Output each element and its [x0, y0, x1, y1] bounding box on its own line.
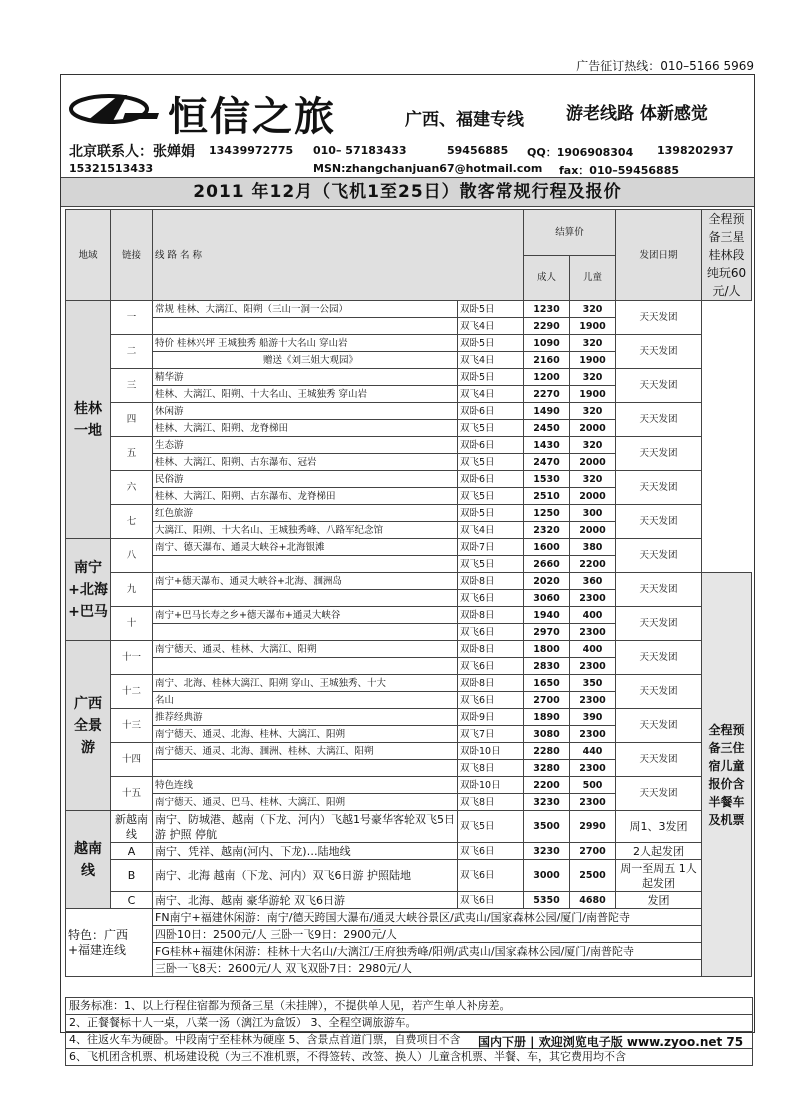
child-price: 400 — [570, 607, 616, 624]
child-price: 320 — [570, 403, 616, 420]
trip-option: 双卧9日 — [458, 709, 524, 726]
contact-tel2: 59456885 — [447, 144, 509, 157]
adult-price: 2280 — [524, 743, 570, 760]
trip-option: 双飞6日 — [458, 843, 524, 860]
service-line: 6、飞机团含机票、机场建设税（为三不准机票，不得签转、改签、换人）儿童含机票、半餐、车，其它费用均不含 — [66, 1048, 752, 1065]
contact-qq: QQ：1906908304 — [527, 146, 634, 159]
route-name: 特价 桂林兴坪 王城独秀 船游十大名山 穿山岩 — [153, 335, 458, 352]
route-name: 生态游 — [153, 437, 458, 454]
depart-date: 天天发团 — [616, 607, 702, 641]
adult-price: 2270 — [524, 386, 570, 403]
route-name: 南宁、北海 越南（下龙、河内）双飞6日游 护照陆地 — [153, 860, 458, 892]
table-row — [66, 301, 752, 318]
route-name: 南宁、北海、桂林大漓江、阳朔 穿山、王城独秀、十大 — [153, 675, 458, 692]
route-number: 五 — [111, 437, 153, 471]
route-number: 七 — [111, 505, 153, 539]
route-name: 大漓江、阳朔、十大名山、王城独秀峰、八路军纪念馆 — [153, 522, 458, 539]
trip-option: 双卧10日 — [458, 743, 524, 760]
table-row — [66, 369, 752, 386]
route-name: 南宁德天、通灵、巴马、桂林、大漓江、阳朔 — [153, 794, 458, 811]
route-number: 十三 — [111, 709, 153, 743]
table-row — [66, 641, 752, 658]
adult-price: 1490 — [524, 403, 570, 420]
route-name — [153, 556, 458, 573]
depart-date: 周一至周五 1人起发团 — [616, 860, 702, 892]
route-name: 南宁德天、通灵、桂林、大漓江、阳朔 — [153, 641, 458, 658]
trip-option: 双飞4日 — [458, 352, 524, 369]
table-row — [66, 573, 752, 590]
contact-tel: 010– 57183433 — [313, 144, 407, 157]
feature-row — [66, 943, 752, 960]
feature-row — [66, 926, 752, 943]
header-settle: 结算价 — [524, 210, 616, 256]
adult-price: 2450 — [524, 420, 570, 437]
trip-option: 双飞5日 — [458, 811, 524, 843]
depart-date: 天天发团 — [616, 335, 702, 369]
contact-phone3: 15321513433 — [69, 162, 154, 175]
route-number: 四 — [111, 403, 153, 437]
route-number: 十二 — [111, 675, 153, 709]
trip-option: 双卧7日 — [458, 539, 524, 556]
route-name — [153, 624, 458, 641]
trip-option: 双飞4日 — [458, 386, 524, 403]
trip-option: 双飞6日 — [458, 892, 524, 909]
adult-price: 2700 — [524, 692, 570, 709]
trip-option: 双卧5日 — [458, 301, 524, 318]
adult-price: 1600 — [524, 539, 570, 556]
adult-price: 1430 — [524, 437, 570, 454]
child-price: 500 — [570, 777, 616, 794]
service-line: 4、往返火车为硬卧。中段南宁至桂林为硬座 5、含景点首道门票，自费项目不含 — [66, 1031, 752, 1048]
route-name — [153, 318, 458, 335]
route-name: 特色连线 — [153, 777, 458, 794]
trip-option: 双飞4日 — [458, 318, 524, 335]
trip-option: 双飞4日 — [458, 522, 524, 539]
route-name: 南宁+巴马长寿之乡+德天瀑布+通灵大峡谷 — [153, 607, 458, 624]
trip-option: 双卧8日 — [458, 573, 524, 590]
trip-option: 双卧8日 — [458, 675, 524, 692]
depart-date: 天天发团 — [616, 437, 702, 471]
depart-date: 天天发团 — [616, 641, 702, 675]
trip-option: 双飞6日 — [458, 860, 524, 892]
child-price: 390 — [570, 709, 616, 726]
adult-price: 1800 — [524, 641, 570, 658]
depart-date: 天天发团 — [616, 573, 702, 607]
table-row — [66, 709, 752, 726]
route-name: 桂林、大漓江、阳朔、古东瀑布、冠岩 — [153, 454, 458, 471]
table-row — [66, 335, 752, 352]
trip-option: 双卧10日 — [458, 777, 524, 794]
adult-price: 3000 — [524, 860, 570, 892]
tagline: 广西、福建专线 — [405, 110, 524, 130]
route-number: 二 — [111, 335, 153, 369]
note-child: 全程预备三住宿儿童报价含半餐车及机票 — [702, 573, 752, 977]
depart-date: 2人起发团 — [616, 843, 702, 860]
brand-name: 恒信之旅 — [168, 93, 336, 140]
adult-price: 1230 — [524, 301, 570, 318]
route-number: 三 — [111, 369, 153, 403]
depart-date: 天天发团 — [616, 709, 702, 743]
route-name: 南宁德天、通灵、北海、桂林、大漓江、阳朔 — [153, 726, 458, 743]
route-name: 桂林、大漓江、阳朔、十大名山、王城独秀 穿山岩 — [153, 386, 458, 403]
child-price: 300 — [570, 505, 616, 522]
adult-price: 2320 — [524, 522, 570, 539]
feature-label: 特色：广西+福建连线 — [66, 909, 153, 977]
child-price: 350 — [570, 675, 616, 692]
adult-price: 1940 — [524, 607, 570, 624]
route-number: 新越南线 — [111, 811, 153, 843]
route-name: 名山 — [153, 692, 458, 709]
route-number: A — [111, 843, 153, 860]
adult-price: 2510 — [524, 488, 570, 505]
child-price: 2300 — [570, 658, 616, 675]
child-price: 2300 — [570, 692, 616, 709]
adult-price: 1200 — [524, 369, 570, 386]
trip-option: 双卧6日 — [458, 437, 524, 454]
adult-price: 2200 — [524, 777, 570, 794]
child-price: 2300 — [570, 760, 616, 777]
adult-price: 2290 — [524, 318, 570, 335]
child-price: 320 — [570, 335, 616, 352]
trip-option: 双飞5日 — [458, 488, 524, 505]
contact-phone2: 1398202937 — [657, 144, 734, 157]
child-price: 1900 — [570, 386, 616, 403]
service-line: 服务标准：1、以上行程住宿都为预备三星（未挂牌），不提供单人见，若产生单人补房差。 — [66, 997, 752, 1014]
feature-line: 三卧一飞8天：2600元/人 双飞双卧7日：2980元/人 — [153, 960, 752, 977]
region-cell: 南宁+北海+巴马 — [66, 539, 111, 641]
note-guilin: 全程预备三星 桂林段纯玩60元/人 — [702, 210, 752, 301]
route-name: 南宁+德天瀑布、通灵大峡谷+北海、涠洲岛 — [153, 573, 458, 590]
child-price: 2000 — [570, 420, 616, 437]
depart-date: 天天发团 — [616, 539, 702, 573]
feature-line: FG桂林+福建休闲游：桂林十大名山/大漓江/王府独秀峰/阳朔/武夷山/国家森林公园/厦门/南普陀寺 — [153, 943, 752, 960]
region-cell: 广西全景游 — [66, 641, 111, 811]
adult-price: 1250 — [524, 505, 570, 522]
feature-row — [66, 909, 752, 926]
trip-option: 双飞5日 — [458, 420, 524, 437]
header-child: 儿童 — [570, 255, 616, 301]
child-price: 2200 — [570, 556, 616, 573]
route-name: 南宁、凭祥、越南(河内、下龙)…陆地线 — [153, 843, 458, 860]
trip-option: 双飞5日 — [458, 556, 524, 573]
price-title: 2011 年12月（飞机1至25日）散客常规行程及报价 — [61, 177, 754, 207]
service-line: 2、正餐餐标十人一桌，八菜一汤（漓江为盒饭） 3、全程空调旅游车。 — [66, 1014, 752, 1031]
header-region: 地域 — [66, 210, 111, 301]
depart-date: 天天发团 — [616, 301, 702, 335]
adult-price: 2970 — [524, 624, 570, 641]
route-name: 南宁、防城港、越南（下龙、河内）飞越1号豪华客轮双飞5日游 护照 停航 — [153, 811, 458, 843]
child-price: 400 — [570, 641, 616, 658]
trip-option: 双飞8日 — [458, 794, 524, 811]
table-row — [66, 403, 752, 420]
child-price: 2000 — [570, 454, 616, 471]
route-name: 精华游 — [153, 369, 458, 386]
child-price: 2700 — [570, 843, 616, 860]
header-link: 链接 — [111, 210, 153, 301]
adult-price: 1650 — [524, 675, 570, 692]
child-price: 440 — [570, 743, 616, 760]
region-cell: 越南线 — [66, 811, 111, 909]
ad-hotline: 广告征订热线：010–5166 5969 — [576, 59, 754, 73]
child-price: 2000 — [570, 488, 616, 505]
child-price: 320 — [570, 471, 616, 488]
depart-date: 天天发团 — [616, 777, 702, 811]
depart-date: 天天发团 — [616, 369, 702, 403]
feature-line: 四卧10日：2500元/人 三卧一飞9日：2900元/人 — [153, 926, 752, 943]
contact-msn: MSN:zhangchanjuan67@hotmail.com — [313, 162, 543, 175]
route-number: B — [111, 860, 153, 892]
child-price: 380 — [570, 539, 616, 556]
page-footer: 国内下册 | 欢迎浏览电子版 www.zyoo.net 75 — [478, 1035, 744, 1049]
adult-price: 3080 — [524, 726, 570, 743]
route-name: 休闲游 — [153, 403, 458, 420]
child-price: 2300 — [570, 726, 616, 743]
adult-price: 2160 — [524, 352, 570, 369]
table-row — [66, 471, 752, 488]
table-row — [66, 437, 752, 454]
contact-label: 北京联系人：张婵娟 — [69, 144, 195, 160]
service-standards — [65, 997, 753, 1066]
trip-option: 双卧5日 — [458, 335, 524, 352]
adult-price: 3230 — [524, 794, 570, 811]
contact-fax: fax：010–59456885 — [559, 164, 679, 177]
trip-option: 双卧6日 — [458, 471, 524, 488]
region-cell: 桂林一地 — [66, 301, 111, 539]
table-row — [66, 743, 752, 760]
route-number: 十 — [111, 607, 153, 641]
header-route: 线 路 名 称 — [153, 210, 524, 301]
route-number: 十四 — [111, 743, 153, 777]
contact-phone1: 13439972775 — [209, 144, 294, 157]
route-number: 十五 — [111, 777, 153, 811]
trip-option: 双飞6日 — [458, 692, 524, 709]
route-name: 民俗游 — [153, 471, 458, 488]
adult-price: 2660 — [524, 556, 570, 573]
route-name: 桂林、大漓江、阳朔、龙脊梯田 — [153, 420, 458, 437]
adult-price: 2470 — [524, 454, 570, 471]
child-price: 2500 — [570, 860, 616, 892]
trip-option: 双卧5日 — [458, 505, 524, 522]
route-name: 推荐经典游 — [153, 709, 458, 726]
depart-date: 天天发团 — [616, 471, 702, 505]
route-name: 南宁、德天瀑布、通灵大峡谷+北海银滩 — [153, 539, 458, 556]
header — [61, 75, 754, 177]
route-number: 九 — [111, 573, 153, 607]
child-price: 2000 — [570, 522, 616, 539]
child-price: 1900 — [570, 352, 616, 369]
route-name: 南宁德天、通灵、北海、涠洲、桂林、大漓江、阳朔 — [153, 743, 458, 760]
depart-date: 天天发团 — [616, 403, 702, 437]
adult-price: 3280 — [524, 760, 570, 777]
adult-price: 5350 — [524, 892, 570, 909]
adult-price: 3500 — [524, 811, 570, 843]
adult-price: 1890 — [524, 709, 570, 726]
child-price: 2300 — [570, 624, 616, 641]
depart-date: 天天发团 — [616, 743, 702, 777]
route-name: 红色旅游 — [153, 505, 458, 522]
route-name — [153, 658, 458, 675]
adult-price: 1090 — [524, 335, 570, 352]
depart-date: 天天发团 — [616, 505, 702, 539]
table-row — [66, 892, 752, 909]
adult-price: 2830 — [524, 658, 570, 675]
depart-date: 周1、3发团 — [616, 811, 702, 843]
depart-date: 天天发团 — [616, 675, 702, 709]
trip-option: 双飞7日 — [458, 726, 524, 743]
route-name: 桂林、大漓江、阳朔、古东瀑布、龙脊梯田 — [153, 488, 458, 505]
child-price: 2990 — [570, 811, 616, 843]
brand-logo-icon — [69, 91, 161, 127]
adult-price: 2020 — [524, 573, 570, 590]
trip-option: 双飞5日 — [458, 454, 524, 471]
child-price: 2300 — [570, 590, 616, 607]
table-row — [66, 811, 752, 843]
feature-row — [66, 960, 752, 977]
trip-option: 双飞6日 — [458, 658, 524, 675]
route-name: 常规 桂林、大漓江、阳朔（三山一洞一公园） — [153, 301, 458, 318]
adult-price: 1530 — [524, 471, 570, 488]
table-row — [66, 505, 752, 522]
route-number: C — [111, 892, 153, 909]
route-name: 南宁、北海、越南 豪华游轮 双飞6日游 — [153, 892, 458, 909]
table-row — [66, 607, 752, 624]
route-name — [153, 760, 458, 777]
trip-option: 双飞8日 — [458, 760, 524, 777]
table-row — [66, 777, 752, 794]
adult-price: 3060 — [524, 590, 570, 607]
header-depart: 发团日期 — [616, 210, 702, 301]
table-row — [66, 675, 752, 692]
route-number: 六 — [111, 471, 153, 505]
slogan: 游老线路 体新感觉 — [566, 104, 708, 124]
child-price: 2300 — [570, 794, 616, 811]
child-price: 4680 — [570, 892, 616, 909]
route-name — [153, 590, 458, 607]
trip-option: 双飞6日 — [458, 624, 524, 641]
child-price: 320 — [570, 437, 616, 454]
trip-option: 双飞6日 — [458, 590, 524, 607]
child-price: 320 — [570, 301, 616, 318]
child-price: 360 — [570, 573, 616, 590]
header-adult: 成人 — [524, 255, 570, 301]
table-row — [66, 539, 752, 556]
depart-date: 发团 — [616, 892, 702, 909]
table-row — [66, 860, 752, 892]
table-row — [66, 843, 752, 860]
trip-option: 双卧5日 — [458, 369, 524, 386]
trip-option: 双卧6日 — [458, 403, 524, 420]
itinerary-table — [65, 209, 752, 977]
child-price: 320 — [570, 369, 616, 386]
feature-line: FN南宁+福建休闲游：南宁/德天跨国大瀑布/通灵大峡谷景区/武夷山/国家森林公园/厦门/南普陀寺 — [153, 909, 752, 926]
route-number: 一 — [111, 301, 153, 335]
route-name: 赠送《刘三姐大观园》 — [153, 352, 458, 369]
child-price: 1900 — [570, 318, 616, 335]
trip-option: 双卧8日 — [458, 641, 524, 658]
trip-option: 双卧8日 — [458, 607, 524, 624]
route-number: 十一 — [111, 641, 153, 675]
route-number: 八 — [111, 539, 153, 573]
adult-price: 3230 — [524, 843, 570, 860]
